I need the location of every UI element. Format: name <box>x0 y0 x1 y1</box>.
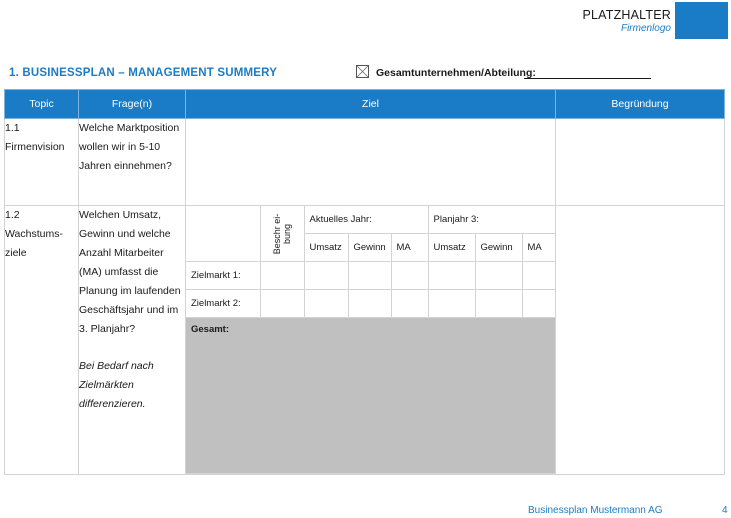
footer-company: Businessplan Mustermann AG <box>528 505 663 516</box>
grid-cell[interactable] <box>348 290 391 318</box>
grid-cell[interactable] <box>260 262 304 290</box>
page-number: 4 <box>722 505 728 516</box>
row2-question-note: Bei Bedarf nach Zielmärkten differenzieren. <box>79 360 154 410</box>
grid-col-profit: Gewinn <box>348 234 391 262</box>
table-header-row <box>5 90 725 119</box>
row1-goal-cell[interactable] <box>186 119 556 206</box>
logo-company-name: PLATZHALTER <box>582 8 671 22</box>
row2-question: Welchen Umsatz, Gewinn und welche Anzahl Mitarbeiter (MA) umfasst die Planung im laufenden Geschäftsjahr und im 3. Planjahr? <box>79 209 181 335</box>
grid-cell[interactable] <box>304 262 348 290</box>
logo-block <box>675 2 728 39</box>
table-row <box>5 206 725 475</box>
row2-reason-cell[interactable] <box>556 206 725 475</box>
row1-topic: 1.1 Firmenvision <box>5 119 79 206</box>
row2-topic: 1.2 Wachstums-ziele <box>5 206 79 475</box>
grid-cell[interactable] <box>391 290 428 318</box>
header-questions: Frage(n) <box>79 90 186 119</box>
grid-row-label: Zielmarkt 1: <box>186 262 260 290</box>
scope-label: Gesamtunternehmen/Abteilung: <box>376 67 536 79</box>
grid-cell[interactable] <box>522 290 556 318</box>
row2-goal-cell <box>186 206 556 475</box>
row1-question: Welche Marktposition wollen wir in 5-10 Jahren einnehmen? <box>79 119 186 206</box>
header-reason: Begründung <box>556 90 725 119</box>
grid-cell[interactable] <box>260 290 304 318</box>
grid-row <box>186 262 556 290</box>
grid-col-staff: MA <box>391 234 428 262</box>
grid-col-staff-plan: MA <box>522 234 556 262</box>
grid-plan-year: Planjahr 3: <box>428 206 556 234</box>
table-row <box>5 119 725 206</box>
row2-question-cell <box>79 206 186 475</box>
grid-col-revenue-plan: Umsatz <box>428 234 475 262</box>
scope-checkbox[interactable] <box>356 65 369 78</box>
grid-description-header: Beschr ei-bung <box>260 206 304 262</box>
grid-col-profit-plan: Gewinn <box>475 234 522 262</box>
grid-total-row <box>186 318 556 474</box>
grid-corner <box>186 206 260 262</box>
logo-subtitle: Firmenlogo <box>620 23 671 34</box>
grid-header-row <box>186 206 556 234</box>
header-goal: Ziel <box>186 90 556 119</box>
checkbox-cross-icon <box>357 66 368 77</box>
grid-cell[interactable] <box>475 290 522 318</box>
grid-current-year: Aktuelles Jahr: <box>304 206 428 234</box>
grid-cell[interactable] <box>391 262 428 290</box>
grid-row <box>186 290 556 318</box>
row1-reason-cell[interactable] <box>556 119 725 206</box>
header-topic: Topic <box>5 90 79 119</box>
grid-cell[interactable] <box>304 290 348 318</box>
grid-cell[interactable] <box>475 262 522 290</box>
grid-col-revenue: Umsatz <box>304 234 348 262</box>
logo-text <box>582 8 671 34</box>
page-title: 1. BUSINESSPLAN – MANAGEMENT SUMMERY <box>9 67 278 79</box>
scope-input-line[interactable] <box>524 78 651 79</box>
grid-row-label: Zielmarkt 2: <box>186 290 260 318</box>
grid-cell[interactable] <box>428 290 475 318</box>
grid-cell[interactable] <box>522 262 556 290</box>
goals-grid <box>186 206 556 474</box>
grid-cell[interactable] <box>348 262 391 290</box>
grid-cell[interactable] <box>428 262 475 290</box>
grid-total: Gesamt: <box>186 318 556 474</box>
summary-table <box>4 89 725 475</box>
